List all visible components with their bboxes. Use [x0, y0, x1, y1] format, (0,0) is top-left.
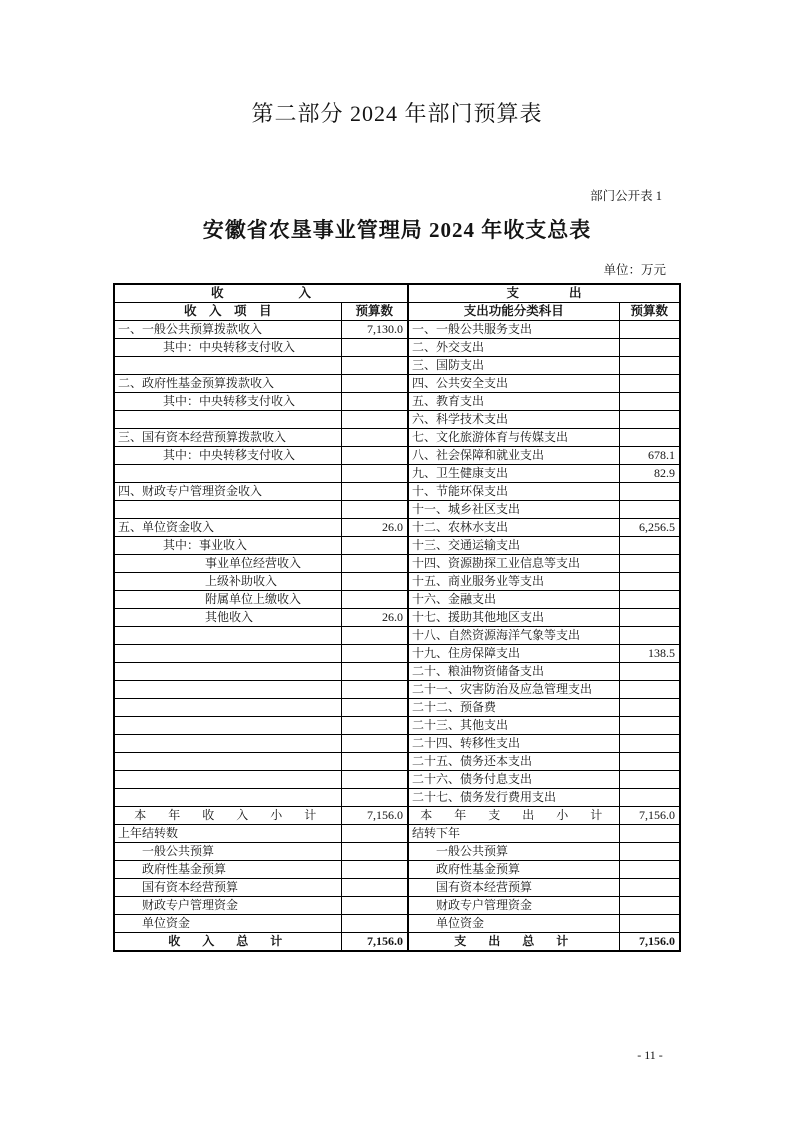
income-budget-cell: [341, 357, 408, 375]
income-item-cell: [114, 771, 341, 789]
expense-item-cell: 十八、自然资源海洋气象等支出: [408, 627, 619, 645]
income-budget-cell: [341, 411, 408, 429]
income-budget-cell: [341, 375, 408, 393]
income-item-cell: 国有资本经营预算: [114, 879, 341, 897]
expense-item-cell: 七、文化旅游体育与传媒支出: [408, 429, 619, 447]
table-row: [114, 753, 680, 771]
expense-budget-cell: [619, 897, 680, 915]
expense-budget-cell: [619, 861, 680, 879]
income-item-cell: [114, 681, 341, 699]
table-row: [114, 897, 680, 915]
part-title: 第二部分 2024 年部门预算表: [251, 101, 543, 126]
income-budget-cell: [341, 861, 408, 879]
table-row: [114, 321, 680, 339]
income-item-cell: 上级补助收入: [114, 573, 341, 591]
income-item-cell: [114, 465, 341, 483]
income-item-cell: 财政专户管理资金: [114, 897, 341, 915]
expense-budget-cell: [619, 429, 680, 447]
expense-budget-cell: [619, 789, 680, 807]
expense-budget-cell: [619, 411, 680, 429]
table-row: [114, 735, 680, 753]
expense-budget-cell: [619, 879, 680, 897]
income-budget-cell: [341, 465, 408, 483]
table-row: [114, 825, 680, 843]
income-budget-cell: 26.0: [341, 519, 408, 537]
expense-budget-cell: 138.5: [619, 645, 680, 663]
table-row: [114, 681, 680, 699]
income-item-cell: 一、一般公共预算拨款收入: [114, 321, 341, 339]
expense-budget-cell: [619, 627, 680, 645]
expense-budget-cell: [619, 537, 680, 555]
income-item-cell: 收 入 总 计: [114, 933, 341, 952]
income-budget-cell: [341, 897, 408, 915]
income-budget-cell: [341, 843, 408, 861]
table-row: [114, 717, 680, 735]
table-column-header-row: [114, 303, 680, 321]
income-item-cell: 其中：中央转移支付收入: [114, 339, 341, 357]
expense-item-cell: 三、国防支出: [408, 357, 619, 375]
table-row: [114, 375, 680, 393]
expense-item-cell: 一般公共预算: [408, 843, 619, 861]
expense-budget-cell: [619, 501, 680, 519]
table-row: [114, 429, 680, 447]
table-row: [114, 663, 680, 681]
table-row: [114, 609, 680, 627]
expense-budget-cell: [619, 771, 680, 789]
expense-budget-cell: 82.9: [619, 465, 680, 483]
expense-item-cell: 二、外交支出: [408, 339, 619, 357]
table-row: [114, 591, 680, 609]
income-budget-cell: 7,156.0: [341, 807, 408, 825]
expense-budget-cell: [619, 681, 680, 699]
income-budget-cell: [341, 591, 408, 609]
table-row: [114, 771, 680, 789]
income-budget-cell: [341, 429, 408, 447]
income-budget-cell: 7,130.0: [341, 321, 408, 339]
expense-budget-cell: 7,156.0: [619, 807, 680, 825]
income-item-cell: [114, 645, 341, 663]
income-budget-cell: [341, 789, 408, 807]
income-budget-cell: [341, 483, 408, 501]
income-budget-cell: [341, 681, 408, 699]
income-item-cell: [114, 735, 341, 753]
income-item-cell: [114, 789, 341, 807]
expense-budget-cell: [619, 753, 680, 771]
expense-item-cell: 十一、城乡社区支出: [408, 501, 619, 519]
table-body: [114, 321, 680, 952]
expense-budget-cell: [619, 555, 680, 573]
table-row: [114, 483, 680, 501]
expense-group-header: 支 出: [408, 284, 680, 303]
income-item-cell: 附属单位上缴收入: [114, 591, 341, 609]
income-item-cell: [114, 753, 341, 771]
expense-budget-column-header: 预算数: [619, 303, 680, 321]
income-budget-cell: [341, 915, 408, 933]
table-row: [114, 339, 680, 357]
income-item-cell: 其他收入: [114, 609, 341, 627]
income-item-cell: 其中：事业收入: [114, 537, 341, 555]
expense-item-column-header: 支出功能分类科目: [408, 303, 619, 321]
income-item-cell: [114, 663, 341, 681]
income-item-cell: [114, 357, 341, 375]
expense-budget-cell: [619, 357, 680, 375]
income-item-cell: 事业单位经营收入: [114, 555, 341, 573]
expense-item-cell: 十二、农林水支出: [408, 519, 619, 537]
table-row: [114, 465, 680, 483]
expense-budget-cell: [619, 915, 680, 933]
table-row: [114, 645, 680, 663]
income-budget-cell: 26.0: [341, 609, 408, 627]
income-item-cell: [114, 717, 341, 735]
income-item-cell: 五、单位资金收入: [114, 519, 341, 537]
table-row: [114, 555, 680, 573]
income-group-header: 收 入: [114, 284, 408, 303]
expense-item-cell: 单位资金: [408, 915, 619, 933]
income-budget-cell: [341, 645, 408, 663]
expense-budget-cell: [619, 483, 680, 501]
income-budget-cell: [341, 537, 408, 555]
income-budget-cell: [341, 663, 408, 681]
income-budget-cell: [341, 699, 408, 717]
expense-item-cell: 二十二、预备费: [408, 699, 619, 717]
expense-item-cell: 支 出 总 计: [408, 933, 619, 952]
expense-item-cell: 二十六、债务付息支出: [408, 771, 619, 789]
expense-budget-cell: 7,156.0: [619, 933, 680, 952]
income-item-cell: [114, 699, 341, 717]
expense-budget-cell: [619, 663, 680, 681]
table-row: [114, 861, 680, 879]
expense-item-cell: 十七、援助其他地区支出: [408, 609, 619, 627]
table-row: [114, 357, 680, 375]
expense-item-cell: 四、公共安全支出: [408, 375, 619, 393]
income-budget-cell: [341, 753, 408, 771]
income-budget-cell: 7,156.0: [341, 933, 408, 952]
expense-item-cell: 政府性基金预算: [408, 861, 619, 879]
table-row: [114, 411, 680, 429]
income-item-cell: [114, 411, 341, 429]
table-row: [114, 843, 680, 861]
expense-item-cell: 二十四、转移性支出: [408, 735, 619, 753]
income-budget-cell: [341, 555, 408, 573]
expense-item-cell: 国有资本经营预算: [408, 879, 619, 897]
expense-item-cell: 本 年 支 出 小 计: [408, 807, 619, 825]
income-budget-cell: [341, 879, 408, 897]
expense-item-cell: 一、一般公共服务支出: [408, 321, 619, 339]
expense-item-cell: 二十三、其他支出: [408, 717, 619, 735]
table-row: [114, 789, 680, 807]
unit-label: 单位：万元: [603, 263, 666, 277]
income-item-cell: 三、国有资本经营预算拨款收入: [114, 429, 341, 447]
expense-budget-cell: [619, 339, 680, 357]
expense-budget-cell: [619, 591, 680, 609]
expense-item-cell: 十六、金融支出: [408, 591, 619, 609]
income-budget-cell: [341, 771, 408, 789]
expense-item-cell: 六、科学技术支出: [408, 411, 619, 429]
income-item-cell: 四、财政专户管理资金收入: [114, 483, 341, 501]
income-item-cell: [114, 501, 341, 519]
income-item-cell: 政府性基金预算: [114, 861, 341, 879]
table-tag-label: 部门公开表 1: [590, 189, 662, 203]
income-budget-cell: [341, 447, 408, 465]
expense-item-cell: 十、节能环保支出: [408, 483, 619, 501]
expense-budget-cell: [619, 609, 680, 627]
expense-item-cell: 十五、商业服务业等支出: [408, 573, 619, 591]
income-item-cell: 本 年 收 入 小 计: [114, 807, 341, 825]
expense-item-cell: 八、社会保障和就业支出: [408, 447, 619, 465]
expense-item-cell: 二十五、债务还本支出: [408, 753, 619, 771]
income-budget-cell: [341, 735, 408, 753]
income-budget-column-header: 预算数: [341, 303, 408, 321]
table-title: 安徽省农垦事业管理局 2024 年收支总表: [202, 218, 592, 242]
expense-item-cell: 十三、交通运输支出: [408, 537, 619, 555]
income-item-cell: 二、政府性基金预算拨款收入: [114, 375, 341, 393]
income-item-cell: 其中：中央转移支付收入: [114, 447, 341, 465]
table-row: [114, 519, 680, 537]
expense-budget-cell: [619, 375, 680, 393]
expense-budget-cell: [619, 321, 680, 339]
expense-budget-cell: [619, 717, 680, 735]
income-budget-cell: [341, 393, 408, 411]
table-group-header-row: [114, 284, 680, 303]
table-row: [114, 627, 680, 645]
table-row: [114, 447, 680, 465]
page-number: - 11 -: [637, 1048, 663, 1062]
income-budget-cell: [341, 825, 408, 843]
expense-budget-cell: [619, 735, 680, 753]
expense-budget-cell: [619, 825, 680, 843]
table-row: [114, 537, 680, 555]
expense-item-cell: 十九、住房保障支出: [408, 645, 619, 663]
expense-budget-cell: 6,256.5: [619, 519, 680, 537]
expense-item-cell: 二十一、灾害防治及应急管理支出: [408, 681, 619, 699]
income-budget-cell: [341, 501, 408, 519]
table-row: [114, 501, 680, 519]
income-item-cell: 一般公共预算: [114, 843, 341, 861]
expense-item-cell: 五、教育支出: [408, 393, 619, 411]
income-item-cell: 单位资金: [114, 915, 341, 933]
income-item-column-header: 收 入 项 目: [114, 303, 341, 321]
expense-item-cell: 结转下年: [408, 825, 619, 843]
income-budget-cell: [341, 339, 408, 357]
subtotal-row: [114, 807, 680, 825]
expense-item-cell: 二十七、债务发行费用支出: [408, 789, 619, 807]
income-item-cell: [114, 627, 341, 645]
income-budget-cell: [341, 717, 408, 735]
expense-budget-cell: 678.1: [619, 447, 680, 465]
total-row: [114, 933, 680, 952]
table-row: [114, 393, 680, 411]
income-item-cell: 上年结转数: [114, 825, 341, 843]
expense-item-cell: 九、卫生健康支出: [408, 465, 619, 483]
expense-budget-cell: [619, 393, 680, 411]
budget-summary-table: [113, 283, 681, 952]
table-row: [114, 915, 680, 933]
expense-budget-cell: [619, 699, 680, 717]
income-budget-cell: [341, 573, 408, 591]
expense-item-cell: 财政专户管理资金: [408, 897, 619, 915]
table-row: [114, 879, 680, 897]
income-budget-cell: [341, 627, 408, 645]
expense-budget-cell: [619, 843, 680, 861]
expense-item-cell: 二十、粮油物资储备支出: [408, 663, 619, 681]
income-item-cell: 其中：中央转移支付收入: [114, 393, 341, 411]
table-row: [114, 699, 680, 717]
expense-item-cell: 十四、资源勘探工业信息等支出: [408, 555, 619, 573]
expense-budget-cell: [619, 573, 680, 591]
table-row: [114, 573, 680, 591]
